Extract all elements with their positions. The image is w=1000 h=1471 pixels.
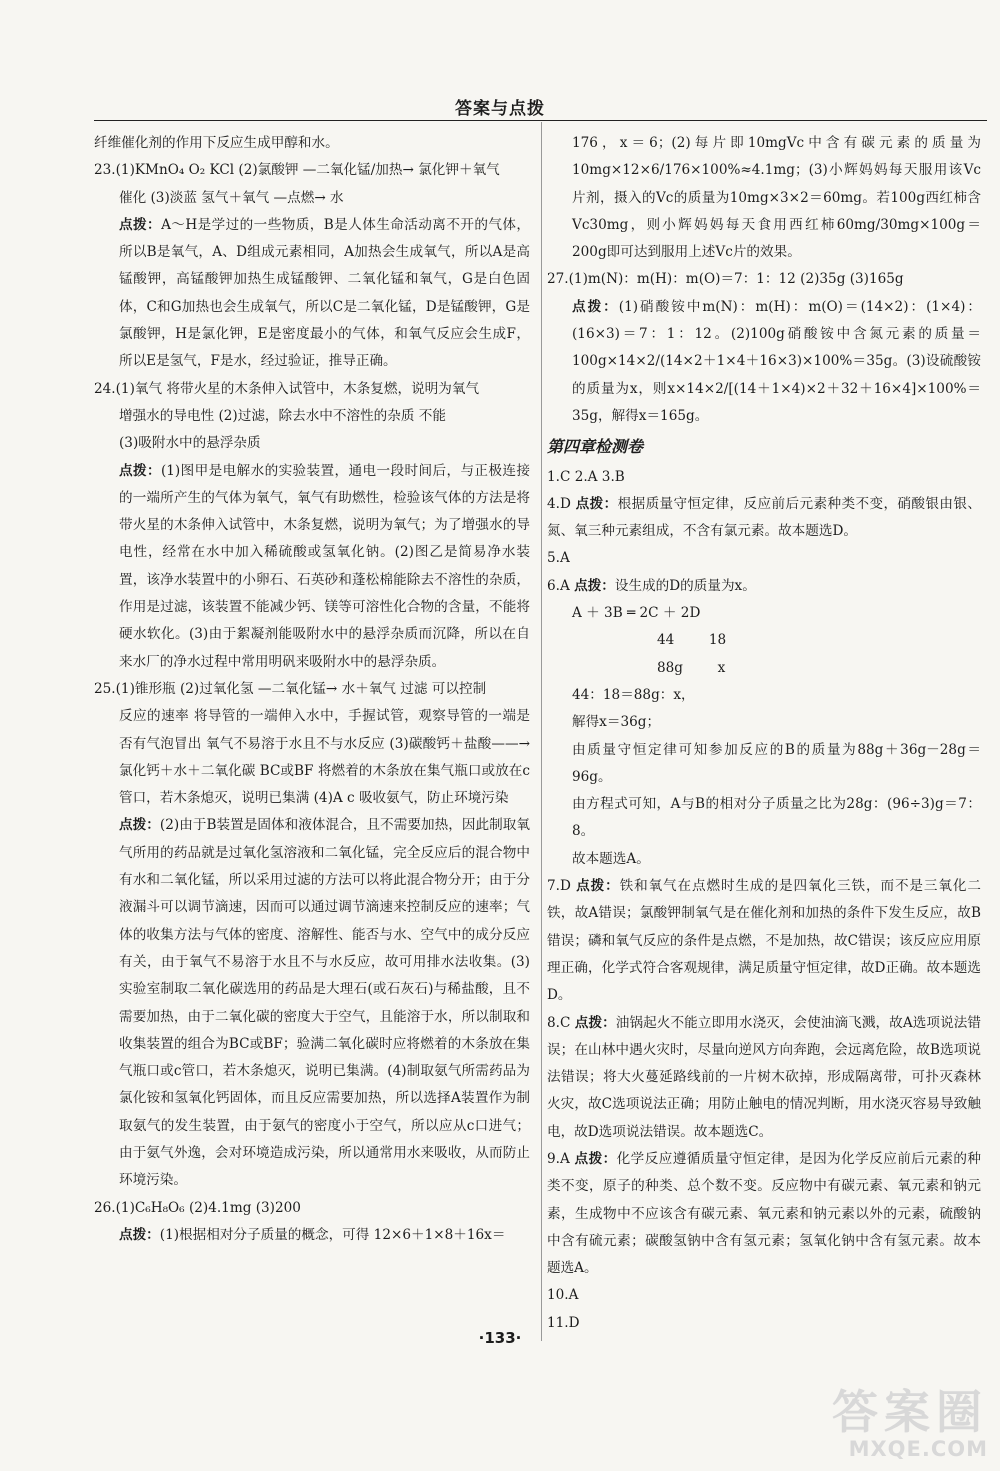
ratio-line: 44：18＝88g：x， [572, 686, 695, 703]
ratio-result-line: 由方程式可知，A与B的相对分子质量之比为28g：(96÷3)g＝7：8。 [572, 796, 981, 840]
site-watermark [832, 1387, 988, 1461]
hint-9-text: 化学反应遵循质量守恒定律，是因为化学反应前后元素的种类不变，原子的种类、总个数不变。反应物中有碳元素、氧元素和钠元素，生成物中不应该含有碳元素、氧元素和钠元素以外的元素，硫酸钠中含有硫元素；碳酸氢钠中含有氢元素；氢氧化钠中含有氢元素。故本题选A。 [547, 1150, 982, 1277]
answer-4-label: 4.D [547, 495, 576, 512]
hint-label: 点拨： [572, 298, 619, 315]
section-title: 第四章检测卷 [547, 437, 644, 457]
answer-24-line3: (3)吸附水中的悬浮杂质 [119, 435, 261, 452]
hint-4-text: 根据质量守恒定律，反应前后元素种类不变，硝酸银由银、氮、氧三种元素组成，不含有氯元素。故本题选D。 [547, 495, 981, 540]
watermark-url: MXQE.COM [848, 1437, 988, 1461]
page-header-title: 答案与点拨 [455, 99, 545, 119]
header-rule [94, 120, 987, 121]
answer-26-line1: 26.(1)C₆H₈O₆ (2)4.1mg (3)200 [94, 1199, 301, 1216]
answer-8 [547, 1010, 981, 1146]
hint-label: 点拨： [119, 216, 162, 233]
hint-24-text: (1)图甲是电解水的实验装置，通电一段时间后，与正极连接的一端所产生的气体为氧气，氧气有助燃性，检验该气体的方法是将带火星的木条伸入试管中，木条复燃，说明为氧气；为了增强水的导电性，经常在水中加入稀硫酸或氢氧化钠。(2)图乙是简易净水装置，该净水装置中的小卵石、石英砂和蓬松棉能除去不溶性的杂质，作用是过滤，该装置不能减少钙、镁等可溶性化合物的含量，不能将硬水软化。(3)由于絮凝剂能吸附水中的悬浮杂质而沉降，所以在自来水厂的净水过程中常用明矾来吸附水中的悬浮杂质。 [119, 462, 531, 670]
hint-label: 点拨： [576, 878, 620, 895]
hint-25 [94, 812, 530, 1194]
answer-7-label: 7.D [547, 878, 577, 895]
solve-line: 解得x＝36g； [572, 714, 661, 731]
answer-9 [547, 1146, 981, 1282]
continuation-line: 纤维催化剂的作用下反应生成甲醇和水。 [94, 135, 339, 151]
right-column [547, 130, 981, 1337]
answer-5: 5.A [547, 550, 570, 567]
left-column [94, 130, 530, 1249]
hint-27-text: (1)硝酸铵中m(N)：m(H)：m(O)＝(14×2)：(1×4)：(16×3)＝7：1：12。(2)100g硝酸铵中含氮元素的质量＝100g×14×2/(14×2＋1×4＋16×3)×100%＝35g。(3)设硫酸铵的质量为x，则x×14×2/[(14＋1×4)×2＋32＋16×4]×100%＝35g，解得x＝165g。 [572, 298, 981, 424]
hint-25-text: (2)由于B装置是固体和液体混合，且不需要加热，因此制取氧气所用的药品就是过氧化氢溶液和二氧化锰，完全反应后的混合物中有水和二氧化锰，所以采用过滤的方法可以将此混合物分开；由于分液漏斗可以调节滴速，因而可以通过调节滴速来控制反应的速率；气体的收集方法与气体的密度、溶解性、能否与水、空气中的成分反应有关，由于氧气不易溶于水且不与水反应，故可用排水法收集。(3)实验室制取二氧化碳选用的药品是大理石(或石灰石)与稀盐酸，且不需要加热，由于二氧化碳的密度大于空气，且能溶于水，所以制取和收集装置的组合为BC或BF；验满二氧化碳时应将燃着的木条放在集气瓶口或c管口，若木条熄灭，说明已集满。(4)制取氨气所需药品为氯化铵和氢氧化钙固体，而且反应需要加热，所以选择A装置作为制取氨气的发生装置，由于氨气的密度小于空气，所以应从c口进气；由于氨气外逸，会对环境造成污染，所以通常用水来吸收，从而防止环境污染。 [119, 817, 531, 1189]
hint-27 [547, 294, 981, 430]
answer-25-body: 反应的速率 将导管的一端伸入水中，手握试管，观察导管的一端是否有气泡冒出 氧气不易溶于水且不与水反应 (3)碳酸钙＋盐酸——→氯化钙＋水＋二氧化碳 BC或BF 将燃着的木条放在集气瓶口或放在c管口，若木条熄灭，说明已集满 (4)A c 吸收氨气，防止环境污染 [119, 708, 530, 807]
hint-label: 点拨： [575, 495, 618, 512]
answer-8-label: 8.C [547, 1014, 575, 1031]
hint-24 [94, 458, 530, 676]
column-divider [541, 122, 542, 1341]
hint-label: 点拨： [574, 577, 615, 594]
hint-26-continued: 176，x＝6；(2)每片即10mgVc中含有碳元素的质量为10mg×12×6/176×100%≈4.1mg；(3)小辉妈妈每天服用该Vc片剂，摄入的Vc的质量为10mg×3×2＝60mg。若100g西红柿含Vc30mg，则小辉妈妈每天食用西红柿60mg/30mg×100g＝200g即可达到服用上述Vc片的效果。 [572, 135, 981, 261]
answer-6 [547, 573, 981, 600]
hint-label: 点拨： [574, 1150, 617, 1167]
watermark-logo: 答案圈 [832, 1385, 988, 1439]
answer-23-line2: 催化 (3)淡蓝 氢气＋氧气 —点燃→ 水 [119, 189, 344, 206]
equation-masses: 44 18 [657, 632, 727, 649]
hint-label: 点拨： [119, 817, 160, 834]
answer-25-line1: 25.(1)锥形瓶 (2)过氧化氢 —二氧化锰→ 水＋氧气 过滤 可以控制 [94, 680, 487, 697]
answer-24-line1: 24.(1)氧气 将带火星的木条伸入试管中，木条复燃，说明为氧气 [94, 380, 480, 397]
answer-9-label: 9.A [547, 1150, 575, 1167]
hint-26 [94, 1222, 530, 1249]
hint-label: 点拨： [119, 462, 161, 479]
conservation-line: 由质量守恒定律可知参加反应的B的质量为88g＋36g－28g＝96g。 [572, 741, 981, 785]
hint-label: 点拨： [574, 1014, 616, 1031]
hint-23-text: A～H是学过的一些物质，B是人体生命活动离不开的气体，所以B是氧气，A、D组成元素相同，A加热会生成氧气，所以A是高锰酸钾，高锰酸钾加热生成锰酸钾、二氧化锰和氧气，G是白色固体，C和G加热也会生成氧气，所以C是二氧化锰，D是锰酸钾，G是氯酸钾，H是氯化钾，E是密度最小的气体，和氧气反应会生成F，所以E是氢气，F是水，经过验证，推导正确。 [119, 216, 530, 370]
answer-4 [547, 491, 981, 546]
hint-26-text: (1)根据相对分子质量的概念，可得 12×6＋1×8＋16x＝ [159, 1226, 506, 1243]
answer-7 [547, 873, 981, 1009]
answer-23-line1: 23.(1)KMnO₄ O₂ KCl (2)氯酸钾 —二氧化锰/加热→ 氯化钾＋氧气 [94, 162, 500, 179]
equation-values: 88g x [657, 659, 726, 676]
conclusion-6: 故本题选A。 [572, 850, 650, 867]
answer-27-line1: 27.(1)m(N)：m(H)：m(O)＝7：1：12 (2)35g (3)165g [547, 271, 904, 288]
equation-line: A ＋ 3B ═ 2C ＋ 2D [572, 605, 701, 622]
answer-11: 11.D [547, 1314, 580, 1331]
page-number: ·133· [478, 1329, 522, 1347]
answer-10: 10.A [547, 1287, 579, 1304]
hint-6-text: 设生成的D的质量为x。 [614, 577, 756, 594]
hint-23 [94, 212, 530, 376]
hint-label: 点拨： [119, 1226, 160, 1243]
answers-1-3: 1.C 2.A 3.B [547, 468, 625, 485]
hint-7-text: 铁和氧气在点燃时生成的是四氧化三铁，而不是三氧化二铁，故A错误；氯酸钾制氧气是在催化剂和加热的条件下发生反应，故B错误；磷和氧气反应的条件是点燃，不是加热，故C错误；该反应应用原理正确，化学式符合客观规律，满足质量守恒定律，故D正确。故本题选D。 [547, 878, 981, 1004]
answer-6-label: 6.A [547, 577, 575, 594]
answer-24-line2: 增强水的导电性 (2)过滤，除去水中不溶性的杂质 不能 [119, 407, 446, 424]
hint-8-text: 油锅起火不能立即用水浇灭，会使油滴飞溅，故A选项说法错误；在山林中遇火灾时，尽量向逆风方向奔跑，会远离危险，故B选项说法错误；将大火蔓延路线前的一片树木砍掉，形成隔离带，可扑灭森林火灾，故C选项说法正确；用防止触电的情况判断，用水浇灭容易导致触电，故D选项说法错误。故本题选C。 [547, 1014, 981, 1140]
